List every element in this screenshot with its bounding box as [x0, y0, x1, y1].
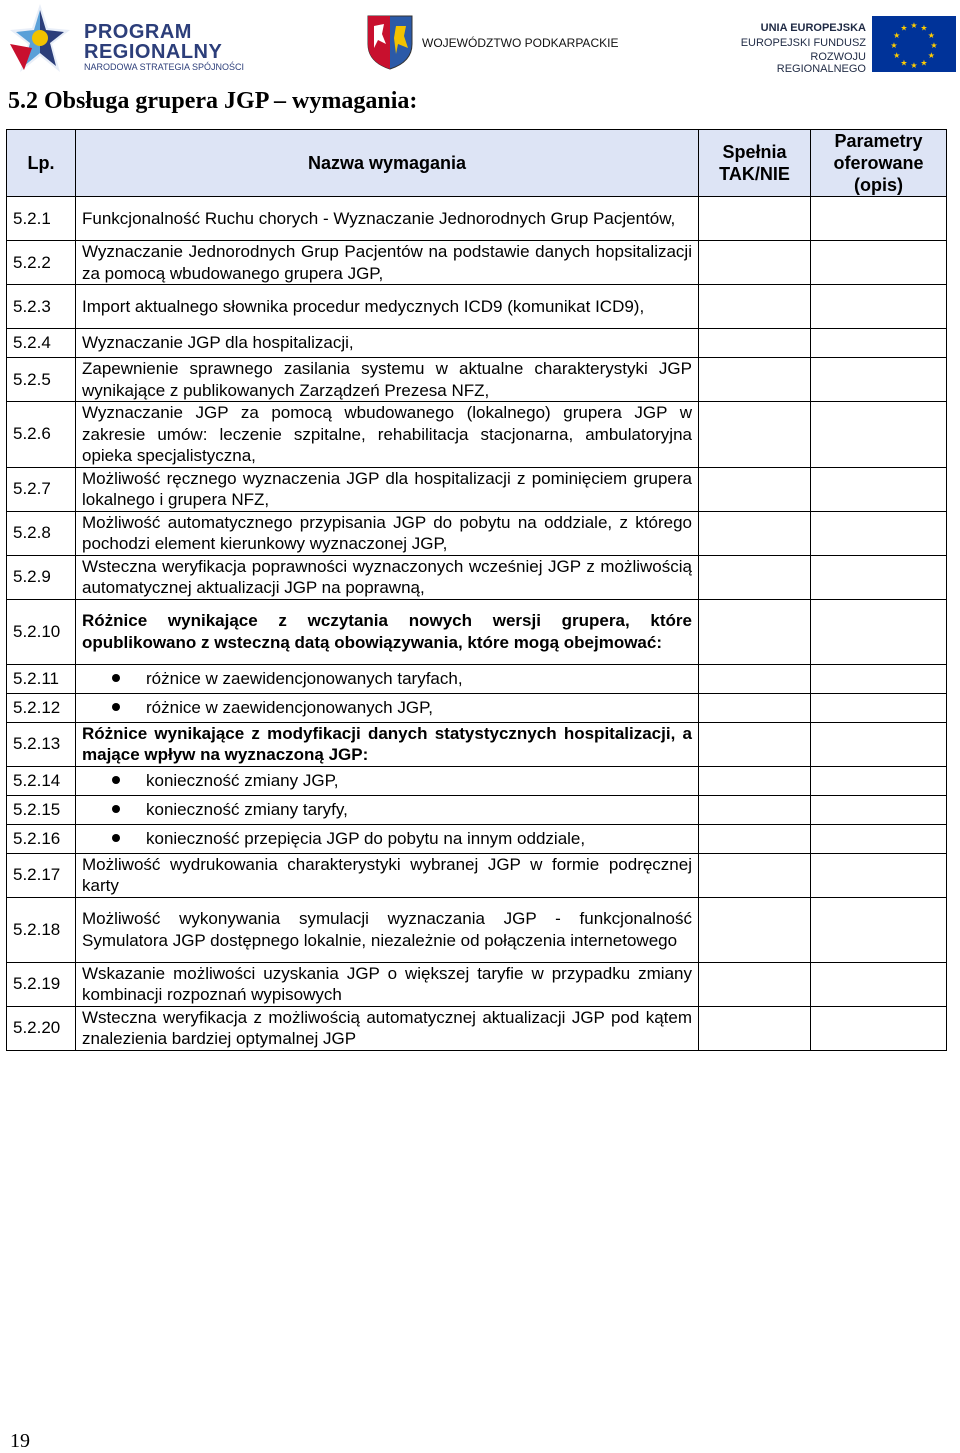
params-cell[interactable]	[811, 962, 947, 1006]
requirement-text: Wskazanie możliwości uzyskania JGP o większej taryfie w przypadku zmiany kombinacji rozpoznań wypisowych	[76, 962, 699, 1006]
section-title: 5.2 Obsługa grupera JGP – wymagania:	[8, 88, 418, 114]
params-cell[interactable]	[811, 897, 947, 962]
svg-text:★: ★	[930, 41, 938, 50]
params-cell[interactable]	[811, 1006, 947, 1050]
requirement-text: Import aktualnego słownika procedur medycznych ICD9 (komunikat ICD9),	[76, 285, 699, 329]
meets-cell[interactable]	[699, 241, 811, 285]
requirement-bullet-item	[76, 795, 699, 824]
params-cell[interactable]	[811, 467, 947, 511]
svg-text:★: ★	[920, 58, 928, 68]
requirement-text: Różnice wynikające z modyfikacji danych statystycznych hospitalizacji, a mające wpływ na wyznaczoną JGP:	[76, 722, 699, 766]
meets-cell[interactable]	[699, 511, 811, 555]
table-header-row	[7, 130, 947, 197]
requirement-text: Wsteczna weryfikacja z możliwością automatycznej aktualizacji JGP pod kątem znalezienia bardziej optymalnej JGP	[76, 1006, 699, 1050]
header-lp: Lp.	[7, 130, 76, 197]
requirement-bullet-item	[76, 824, 699, 853]
table-row	[7, 599, 947, 664]
requirement-number: 5.2.18	[7, 897, 76, 962]
params-cell[interactable]	[811, 795, 947, 824]
svg-text:★: ★	[890, 41, 898, 50]
svg-text:★: ★	[920, 23, 928, 33]
requirement-bullet-item	[76, 766, 699, 795]
meets-cell[interactable]	[699, 402, 811, 468]
header-params: Parametry oferowane (opis)	[811, 130, 947, 197]
params-cell[interactable]	[811, 241, 947, 285]
requirement-text: konieczność zmiany JGP,	[146, 770, 339, 790]
requirement-number: 5.2.7	[7, 467, 76, 511]
meets-cell[interactable]	[699, 824, 811, 853]
meets-cell[interactable]	[699, 693, 811, 722]
meets-cell[interactable]	[699, 1006, 811, 1050]
params-cell[interactable]	[811, 511, 947, 555]
bullet-icon	[112, 834, 120, 842]
requirements-table	[6, 129, 947, 1051]
meets-cell[interactable]	[699, 197, 811, 241]
table-row	[7, 329, 947, 358]
table-row	[7, 285, 947, 329]
svg-text:★: ★	[900, 23, 908, 33]
program-title-line2: REGIONALNY	[84, 41, 223, 63]
requirement-text: Możliwość wykonywania symulacji wyznaczania JGP - funkcjonalność Symulatora JGP dostępnego lokalnie, niezależnie od połączenia internetowego	[76, 897, 699, 962]
meets-cell[interactable]	[699, 329, 811, 358]
voivodeship-logo	[366, 14, 626, 70]
star-logo-icon	[10, 4, 70, 72]
requirement-text: różnice w zaewidencjonowanych taryfach,	[146, 668, 463, 688]
requirement-number: 5.2.3	[7, 285, 76, 329]
table-row	[7, 795, 947, 824]
requirement-text: Wyznaczanie Jednorodnych Grup Pacjentów na podstawie danych hopsitalizacji za pomocą wbudowanego grupera JGP,	[76, 241, 699, 285]
table-row	[7, 962, 947, 1006]
page-number: 19	[10, 1430, 30, 1452]
table-row	[7, 897, 947, 962]
params-cell[interactable]	[811, 824, 947, 853]
requirement-text: Wyznaczanie JGP dla hospitalizacji,	[76, 329, 699, 358]
table-row	[7, 358, 947, 402]
meets-cell[interactable]	[699, 467, 811, 511]
svg-text:★: ★	[893, 51, 901, 60]
program-title-line1: PROGRAM	[84, 21, 192, 43]
requirement-number: 5.2.14	[7, 766, 76, 795]
requirement-text: Zapewnienie sprawnego zasilania systemu w aktualne charakterystyki JGP wynikające z publikowanych Zarządzeń Prezesa NFZ,	[76, 358, 699, 402]
params-cell[interactable]	[811, 693, 947, 722]
eu-line1: UNIA EUROPEJSKA	[760, 22, 866, 34]
params-cell[interactable]	[811, 722, 947, 766]
table-row	[7, 241, 947, 285]
eu-logo	[722, 16, 958, 75]
table-row	[7, 664, 947, 693]
meets-cell[interactable]	[699, 358, 811, 402]
params-cell[interactable]	[811, 853, 947, 897]
requirement-number: 5.2.6	[7, 402, 76, 468]
params-cell[interactable]	[811, 664, 947, 693]
table-row	[7, 1006, 947, 1050]
table-row	[7, 467, 947, 511]
requirement-number: 5.2.19	[7, 962, 76, 1006]
requirement-text: Możliwość automatycznego przypisania JGP do pobytu na oddziale, z którego pochodzi element kierunkowy wyznaczonej JGP,	[76, 511, 699, 555]
requirement-text: Wsteczna weryfikacja poprawności wyznaczonych wcześniej JGP z możliwością automatycznej aktualizacji JGP na poprawną,	[76, 555, 699, 599]
requirement-text: różnice w zaewidencjonowanych JGP,	[146, 697, 433, 717]
meets-cell[interactable]	[699, 962, 811, 1006]
voivodeship-name: WOJEWÓDZTWO PODKARPACKIE	[422, 36, 619, 50]
meets-cell[interactable]	[699, 555, 811, 599]
requirement-number: 5.2.12	[7, 693, 76, 722]
svg-text:★: ★	[893, 31, 901, 40]
params-cell[interactable]	[811, 402, 947, 468]
svg-text:★: ★	[910, 61, 918, 70]
requirement-number: 5.2.11	[7, 664, 76, 693]
svg-text:★: ★	[927, 51, 935, 60]
requirement-number: 5.2.2	[7, 241, 76, 285]
program-regionalny-logo	[10, 4, 250, 72]
params-cell[interactable]	[811, 329, 947, 358]
params-cell[interactable]	[811, 197, 947, 241]
header-meets: Spełnia TAK/NIE	[699, 130, 811, 197]
meets-cell[interactable]	[699, 897, 811, 962]
table-row	[7, 722, 947, 766]
meets-cell[interactable]	[699, 664, 811, 693]
requirement-text: Możliwość wydrukowania charakterystyki wybranej JGP w formie podręcznej karty	[76, 853, 699, 897]
requirement-number: 5.2.8	[7, 511, 76, 555]
requirement-number: 5.2.9	[7, 555, 76, 599]
table-row	[7, 511, 947, 555]
requirement-number: 5.2.16	[7, 824, 76, 853]
table-row	[7, 555, 947, 599]
meets-cell[interactable]	[699, 599, 811, 664]
params-cell[interactable]	[811, 358, 947, 402]
requirement-number: 5.2.4	[7, 329, 76, 358]
eu-flag-icon	[872, 16, 956, 72]
params-cell[interactable]	[811, 766, 947, 795]
requirement-bullet-item	[76, 664, 699, 693]
requirement-number: 5.2.10	[7, 599, 76, 664]
meets-cell[interactable]	[699, 285, 811, 329]
meets-cell[interactable]	[699, 766, 811, 795]
table-row	[7, 853, 947, 897]
requirement-number: 5.2.15	[7, 795, 76, 824]
requirement-bullet-item	[76, 693, 699, 722]
header-name: Nazwa wymagania	[76, 130, 699, 197]
requirement-text: Możliwość ręcznego wyznaczenia JGP dla hospitalizacji z pominięciem grupera lokalnego i grupera NFZ,	[76, 467, 699, 511]
svg-text:★: ★	[900, 58, 908, 68]
requirement-text: konieczność zmiany taryfy,	[146, 799, 348, 819]
eu-line2: EUROPEJSKI FUNDUSZ	[740, 37, 866, 49]
coat-of-arms-icon	[366, 14, 414, 70]
params-cell[interactable]	[811, 599, 947, 664]
bullet-icon	[112, 776, 120, 784]
requirement-number: 5.2.17	[7, 853, 76, 897]
requirement-number: 5.2.13	[7, 722, 76, 766]
params-cell[interactable]	[811, 555, 947, 599]
bullet-icon	[112, 703, 120, 711]
requirement-number: 5.2.20	[7, 1006, 76, 1050]
requirement-number: 5.2.1	[7, 197, 76, 241]
page-header	[0, 0, 960, 80]
table-row	[7, 402, 947, 468]
table-row	[7, 197, 947, 241]
requirement-text: Wyznaczanie JGP za pomocą wbudowanego (lokalnego) grupera JGP w zakresie umów: leczenie szpitalne, rehabilitacja stacjonarna, ambulatoryjna opieka specjalistyczna,	[76, 402, 699, 468]
meets-cell[interactable]	[699, 795, 811, 824]
svg-text:★: ★	[927, 31, 935, 40]
table-row	[7, 693, 947, 722]
table-row	[7, 824, 947, 853]
params-cell[interactable]	[811, 285, 947, 329]
meets-cell[interactable]	[699, 853, 811, 897]
bullet-icon	[112, 805, 120, 813]
bullet-icon	[112, 674, 120, 682]
requirement-text: konieczność przepięcia JGP do pobytu na innym oddziale,	[146, 828, 586, 848]
svg-text:★: ★	[910, 21, 918, 30]
requirement-text: Funkcjonalność Ruchu chorych - Wyznaczanie Jednorodnych Grup Pacjentów,	[76, 197, 699, 241]
eu-line3: ROZWOJU REGIONALNEGO	[776, 51, 866, 75]
meets-cell[interactable]	[699, 722, 811, 766]
requirement-text: Różnice wynikające z wczytania nowych wersji grupera, które opublikowano z wsteczną datą obowiązywania, które mogą obejmować:	[76, 599, 699, 664]
requirement-number: 5.2.5	[7, 358, 76, 402]
program-subtitle: NARODOWA STRATEGIA SPÓJNOŚCI	[84, 62, 245, 72]
table-row	[7, 766, 947, 795]
